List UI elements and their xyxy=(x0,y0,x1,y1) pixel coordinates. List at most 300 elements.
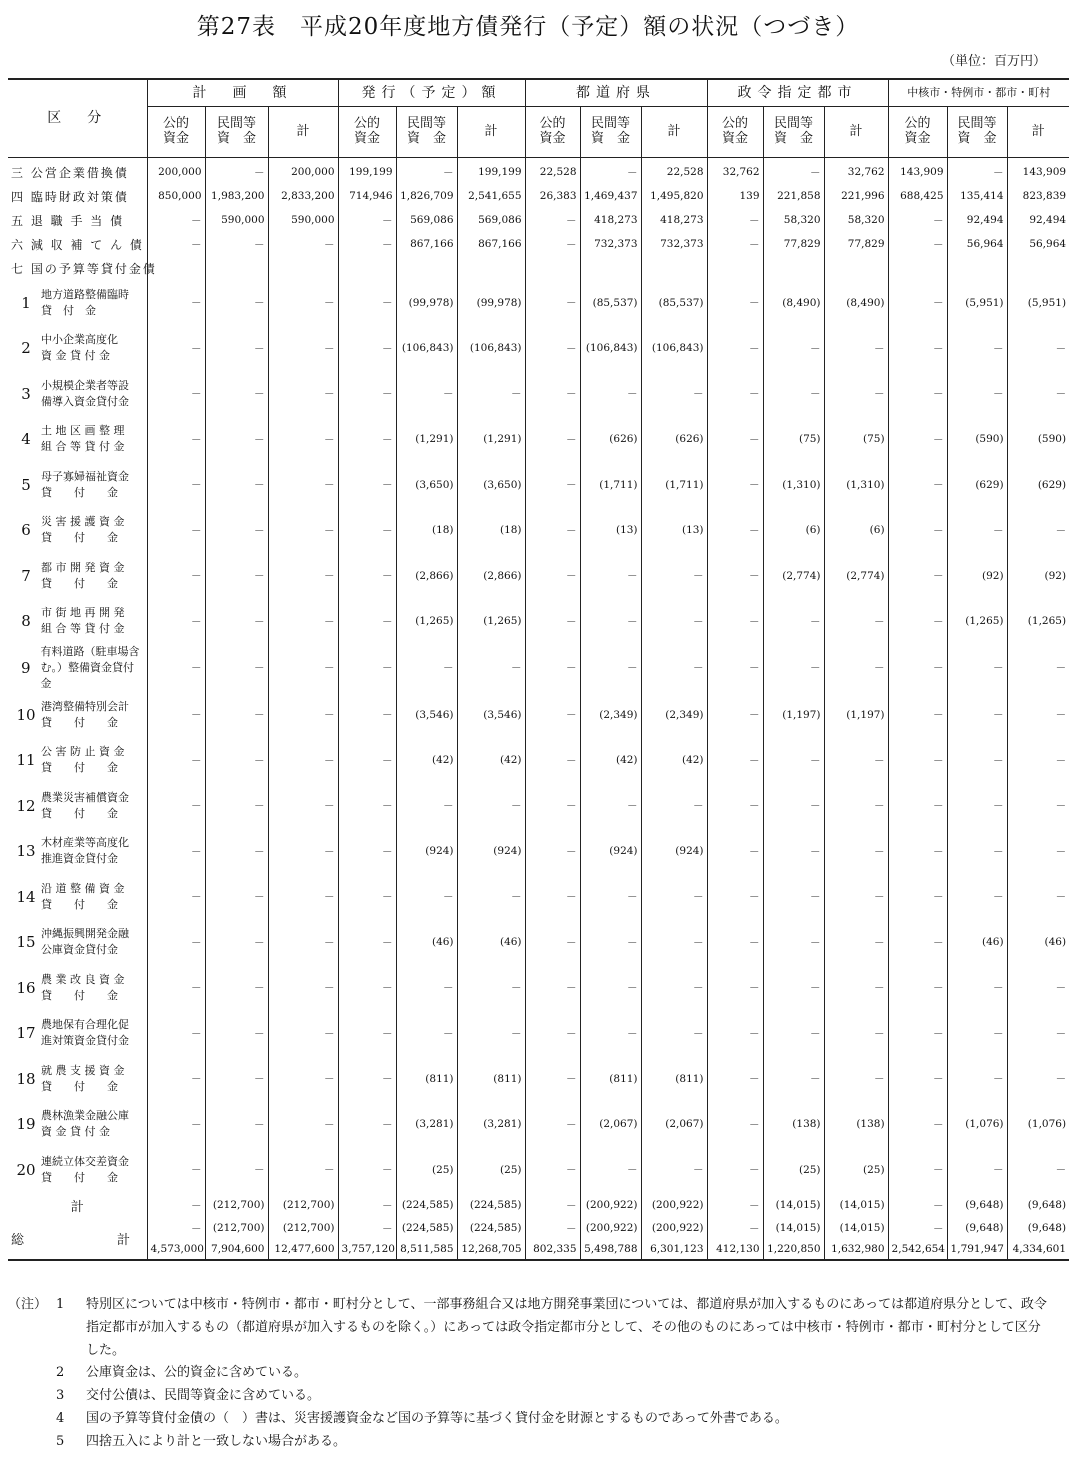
value-cell: 199,199 xyxy=(338,158,396,185)
value-cell: 5,498,788 xyxy=(580,1238,641,1260)
value-cell: (212,700) xyxy=(205,1192,268,1218)
value-cell xyxy=(457,256,525,280)
value-cell: 32,762 xyxy=(707,158,763,185)
row-name: 土 地 区 画 整 理 組 合 等 貸 付 金 xyxy=(41,424,125,454)
value-cell: － xyxy=(763,965,824,1011)
value-cell: － xyxy=(268,280,338,326)
value-cell: (1,291) xyxy=(396,417,457,463)
row-label xyxy=(8,1056,147,1102)
value-cell: － xyxy=(1007,737,1069,783)
value-cell: － xyxy=(268,783,338,829)
value-cell: － xyxy=(580,1010,641,1056)
row-number: 13 xyxy=(16,842,36,861)
value-cell: － xyxy=(268,737,338,783)
value-cell: － xyxy=(824,919,888,965)
value-cell: － xyxy=(147,874,205,920)
row-number: 14 xyxy=(16,887,36,906)
table-row xyxy=(8,508,1069,554)
value-cell: (200,922) xyxy=(641,1192,707,1218)
value-cell: － xyxy=(707,828,763,874)
value-cell: (1,076) xyxy=(947,1101,1007,1147)
value-cell: － xyxy=(641,1010,707,1056)
value-cell: － xyxy=(396,965,457,1011)
value-cell: 1,791,947 xyxy=(947,1238,1007,1260)
value-cell: － xyxy=(888,1010,947,1056)
value-cell: － xyxy=(205,462,268,508)
row-label xyxy=(8,371,147,417)
value-cell xyxy=(580,256,641,280)
value-cell: － xyxy=(824,874,888,920)
value-cell: － xyxy=(888,208,947,232)
note-text: 国の予算等貸付金債の（ ）書は、災害援護資金など国の予算等に基づく貸付金を財源とするものであって外書である。 xyxy=(86,1410,788,1426)
value-cell: － xyxy=(268,828,338,874)
row-number: 10 xyxy=(16,705,36,724)
value-cell: － xyxy=(525,371,580,417)
value-cell: 714,946 xyxy=(338,184,396,208)
row-name: 災 害 援 護 資 金 貸 付 金 xyxy=(41,515,125,545)
value-cell: 1,495,820 xyxy=(641,184,707,208)
value-cell: － xyxy=(1007,828,1069,874)
value-cell: (106,843) xyxy=(641,326,707,372)
value-cell: (9,648) xyxy=(1007,1192,1069,1218)
value-cell: － xyxy=(580,158,641,185)
value-cell: － xyxy=(205,828,268,874)
value-cell: 6,301,123 xyxy=(641,1238,707,1260)
value-cell: － xyxy=(824,644,888,692)
value-cell: 2,833,200 xyxy=(268,184,338,208)
value-cell: (42) xyxy=(396,737,457,783)
note-text: 交付公債は、民間等資金に含めている。 xyxy=(86,1388,321,1403)
value-cell: (3,650) xyxy=(396,462,457,508)
row-label xyxy=(8,874,147,920)
row-name: 有料道路（駐車場含 む。）整備資金貸付金 xyxy=(40,645,140,690)
table-row xyxy=(8,1147,1069,1193)
value-cell: (924) xyxy=(641,828,707,874)
value-cell: (811) xyxy=(396,1056,457,1102)
value-cell: (106,843) xyxy=(580,326,641,372)
notes-indent xyxy=(8,1408,56,1431)
value-cell: 4,334,601 xyxy=(1007,1238,1069,1260)
value-cell: － xyxy=(268,599,338,645)
value-cell: (2,866) xyxy=(457,553,525,599)
value-cell: 569,086 xyxy=(396,208,457,232)
value-cell: (924) xyxy=(457,828,525,874)
row-label xyxy=(8,644,147,692)
value-cell: － xyxy=(205,692,268,738)
value-cell: － xyxy=(525,644,580,692)
table-row xyxy=(8,1101,1069,1147)
value-cell: (9,648) xyxy=(947,1218,1007,1238)
value-cell: － xyxy=(1007,874,1069,920)
value-cell: (1,265) xyxy=(396,599,457,645)
value-cell: － xyxy=(268,644,338,692)
note-text: 特別区については中核市・特例市・都市・町村分として、一部事務組合又は地方開発事業団については、都道府県が加入するものにあっては都道府県分として、政令指定都市が加入するもの（都道府県が加入するものを除く。）にあっては政令指定都市分として、その他のものにあっては中核市・特例市・都市・町村分として区分した。 xyxy=(86,1297,1047,1358)
value-cell: － xyxy=(338,1010,396,1056)
value-cell: － xyxy=(707,692,763,738)
value-cell: － xyxy=(824,1056,888,1102)
value-cell: － xyxy=(525,965,580,1011)
value-cell: － xyxy=(147,232,205,256)
value-cell: － xyxy=(707,553,763,599)
row-number: 17 xyxy=(16,1024,36,1043)
private-funds-header: 民間等 資 金 xyxy=(205,107,268,158)
public-funds-header: 公的 資金 xyxy=(147,107,205,158)
value-cell: － xyxy=(888,1218,947,1238)
value-cell: 1,632,980 xyxy=(824,1238,888,1260)
value-cell: 1,469,437 xyxy=(580,184,641,208)
total-header: 計 xyxy=(641,107,707,158)
total-header: 計 xyxy=(824,107,888,158)
value-cell: － xyxy=(763,1056,824,1102)
value-cell: 850,000 xyxy=(147,184,205,208)
table-row xyxy=(8,828,1069,874)
value-cell: － xyxy=(641,783,707,829)
value-cell xyxy=(268,256,338,280)
value-cell: － xyxy=(338,280,396,326)
value-cell: (3,281) xyxy=(396,1101,457,1147)
row-name: 農地保有合理化促 進対策資金貸付金 xyxy=(41,1018,129,1048)
value-cell: － xyxy=(1007,783,1069,829)
value-cell: (212,700) xyxy=(268,1218,338,1238)
note-text: 四捨五入により計と一致しない場合がある。 xyxy=(86,1433,347,1449)
value-cell: － xyxy=(205,644,268,692)
table-row xyxy=(8,462,1069,508)
value-cell: － xyxy=(888,232,947,256)
row-number: 3 xyxy=(21,384,31,403)
value-cell: 56,964 xyxy=(947,232,1007,256)
value-cell: － xyxy=(338,417,396,463)
row-label xyxy=(8,462,147,508)
value-cell: (1,310) xyxy=(763,462,824,508)
value-cell: － xyxy=(205,737,268,783)
value-cell: － xyxy=(396,371,457,417)
value-cell: － xyxy=(947,508,1007,554)
value-cell: － xyxy=(525,1056,580,1102)
value-cell: － xyxy=(763,828,824,874)
value-cell: － xyxy=(457,874,525,920)
value-cell: － xyxy=(457,783,525,829)
value-cell: － xyxy=(147,965,205,1011)
note-number: 2 xyxy=(56,1365,65,1381)
value-cell: － xyxy=(338,371,396,417)
value-cell: － xyxy=(268,371,338,417)
value-cell: (3,650) xyxy=(457,462,525,508)
value-cell: (1,265) xyxy=(457,599,525,645)
value-cell: － xyxy=(396,644,457,692)
value-cell: － xyxy=(707,1101,763,1147)
value-cell: － xyxy=(1007,1147,1069,1193)
note-text: 公庫資金は、公的資金に含めている。 xyxy=(86,1365,308,1381)
kubun-header: 区 分 xyxy=(8,79,147,158)
value-cell: － xyxy=(888,874,947,920)
table-row xyxy=(8,783,1069,829)
value-cell: 22,528 xyxy=(641,158,707,185)
value-cell: － xyxy=(205,599,268,645)
value-cell: － xyxy=(338,553,396,599)
value-cell: － xyxy=(525,417,580,463)
value-cell: － xyxy=(457,371,525,417)
value-cell: － xyxy=(763,1010,824,1056)
value-cell: － xyxy=(525,553,580,599)
value-cell xyxy=(947,256,1007,280)
value-cell: － xyxy=(824,783,888,829)
value-cell: － xyxy=(205,1147,268,1193)
value-cell: (3,546) xyxy=(457,692,525,738)
value-cell: 7,904,600 xyxy=(205,1238,268,1260)
value-cell: (2,349) xyxy=(641,692,707,738)
value-cell: － xyxy=(338,1192,396,1218)
value-cell: － xyxy=(888,965,947,1011)
public-funds-header: 公的 資金 xyxy=(707,107,763,158)
value-cell: (106,843) xyxy=(457,326,525,372)
value-cell: － xyxy=(1007,508,1069,554)
value-cell: 77,829 xyxy=(763,232,824,256)
value-cell: (75) xyxy=(763,417,824,463)
row-label: 五 退 職 手 当 債 xyxy=(11,213,125,228)
value-cell: － xyxy=(396,783,457,829)
row-label xyxy=(8,417,147,463)
value-cell: － xyxy=(1007,692,1069,738)
row-name: 港湾整備特別会計 貸 付 金 xyxy=(41,699,129,729)
value-cell: － xyxy=(763,783,824,829)
value-cell: 1,983,200 xyxy=(205,184,268,208)
value-cell: (1,197) xyxy=(763,692,824,738)
group-header-issued: 発行（予定）額 xyxy=(338,79,525,107)
value-cell: 12,477,600 xyxy=(268,1238,338,1260)
table-row xyxy=(8,184,1069,208)
notes-indent xyxy=(8,1431,56,1454)
value-cell: － xyxy=(147,828,205,874)
value-cell: － xyxy=(525,232,580,256)
row-number: 19 xyxy=(16,1115,36,1134)
value-cell: － xyxy=(147,1147,205,1193)
value-cell: (1,197) xyxy=(824,692,888,738)
row-name: 地方道路整備臨時 貸 付 金 xyxy=(41,287,129,317)
note-item xyxy=(8,1431,1048,1454)
value-cell: 418,273 xyxy=(580,208,641,232)
row-name: 農業災害補償資金 貸 付 金 xyxy=(41,790,129,820)
value-cell: － xyxy=(580,644,641,692)
value-cell: － xyxy=(525,692,580,738)
value-cell: (224,585) xyxy=(457,1218,525,1238)
value-cell: － xyxy=(457,965,525,1011)
value-cell: (811) xyxy=(641,1056,707,1102)
value-cell: － xyxy=(205,371,268,417)
value-cell: － xyxy=(205,326,268,372)
table-row xyxy=(8,371,1069,417)
value-cell: － xyxy=(268,965,338,1011)
value-cell: 58,320 xyxy=(763,208,824,232)
value-cell: － xyxy=(268,553,338,599)
value-cell: － xyxy=(824,1010,888,1056)
grand-total-label: 総 計 xyxy=(11,1233,171,1249)
value-cell: － xyxy=(525,1218,580,1238)
value-cell: (811) xyxy=(580,1056,641,1102)
value-cell: － xyxy=(580,371,641,417)
value-cell: － xyxy=(525,1147,580,1193)
value-cell: (75) xyxy=(824,417,888,463)
value-cell: － xyxy=(707,417,763,463)
value-cell: (14,015) xyxy=(763,1218,824,1238)
value-cell: － xyxy=(338,1218,396,1238)
row-number: 16 xyxy=(16,978,36,997)
value-cell: － xyxy=(707,737,763,783)
note-number: 3 xyxy=(56,1388,65,1403)
notes-indent xyxy=(8,1385,56,1408)
private-funds-header: 民間等 資 金 xyxy=(947,107,1007,158)
value-cell: － xyxy=(205,417,268,463)
value-cell: (42) xyxy=(457,737,525,783)
value-cell: － xyxy=(641,1147,707,1193)
value-cell: － xyxy=(707,599,763,645)
value-cell: － xyxy=(205,280,268,326)
value-cell: － xyxy=(641,371,707,417)
value-cell: － xyxy=(707,371,763,417)
value-cell: － xyxy=(396,874,457,920)
value-cell: － xyxy=(641,965,707,1011)
value-cell: － xyxy=(338,737,396,783)
table-row xyxy=(8,553,1069,599)
value-cell: (106,843) xyxy=(396,326,457,372)
value-cell: (2,774) xyxy=(763,553,824,599)
value-cell: (14,015) xyxy=(763,1192,824,1218)
private-funds-header: 民間等 資 金 xyxy=(580,107,641,158)
value-cell: － xyxy=(763,158,824,185)
table-row xyxy=(8,208,1069,232)
value-cell: 823,839 xyxy=(1007,184,1069,208)
value-cell xyxy=(824,256,888,280)
value-cell: 221,996 xyxy=(824,184,888,208)
value-cell: (14,015) xyxy=(824,1218,888,1238)
value-cell: － xyxy=(457,644,525,692)
value-cell: － xyxy=(338,462,396,508)
value-cell: － xyxy=(525,326,580,372)
value-cell: 732,373 xyxy=(580,232,641,256)
value-cell: (6) xyxy=(763,508,824,554)
value-cell: － xyxy=(1007,644,1069,692)
value-cell: － xyxy=(824,737,888,783)
row-label xyxy=(8,692,147,738)
value-cell: 2,542,654 xyxy=(888,1238,947,1260)
value-cell: 8,511,585 xyxy=(396,1238,457,1260)
note-number: 5 xyxy=(56,1433,65,1449)
value-cell: － xyxy=(147,644,205,692)
value-cell: － xyxy=(205,965,268,1011)
row-number: 20 xyxy=(16,1160,36,1179)
value-cell: － xyxy=(338,783,396,829)
value-cell: (2,866) xyxy=(396,553,457,599)
value-cell: － xyxy=(147,599,205,645)
value-cell: － xyxy=(641,599,707,645)
value-cell: － xyxy=(888,1101,947,1147)
group-header-prefecture: 都道府県 xyxy=(525,79,707,107)
value-cell: － xyxy=(338,692,396,738)
row-number: 7 xyxy=(21,566,31,585)
value-cell: (46) xyxy=(947,919,1007,965)
row-number: 9 xyxy=(21,658,31,677)
row-name: 農林漁業金融公庫 資 金 貸 付 金 xyxy=(41,1109,129,1139)
value-cell: (2,774) xyxy=(824,553,888,599)
total-header: 計 xyxy=(268,107,338,158)
value-cell: － xyxy=(147,1101,205,1147)
unit-label: （単位：百万円） xyxy=(941,54,1046,69)
notes-section xyxy=(8,1294,1048,1453)
value-cell: － xyxy=(147,919,205,965)
value-cell: － xyxy=(338,208,396,232)
value-cell: － xyxy=(888,1147,947,1193)
value-cell: － xyxy=(707,783,763,829)
value-cell: － xyxy=(457,1010,525,1056)
row-label xyxy=(8,737,147,783)
page-title: 第27表 平成20年度地方債発行（予定）額の状況（つづき） xyxy=(196,14,860,40)
value-cell: (2,067) xyxy=(580,1101,641,1147)
row-label xyxy=(8,828,147,874)
value-cell: － xyxy=(707,326,763,372)
value-cell: (25) xyxy=(824,1147,888,1193)
value-cell: － xyxy=(824,965,888,1011)
value-cell: － xyxy=(947,783,1007,829)
value-cell: － xyxy=(338,232,396,256)
value-cell: － xyxy=(580,965,641,1011)
note-item xyxy=(8,1294,1048,1362)
value-cell: 867,166 xyxy=(457,232,525,256)
value-cell: － xyxy=(707,462,763,508)
value-cell: － xyxy=(888,553,947,599)
row-label xyxy=(8,1101,147,1147)
value-cell: 569,086 xyxy=(457,208,525,232)
value-cell: (18) xyxy=(457,508,525,554)
value-cell: (85,537) xyxy=(580,280,641,326)
value-cell: － xyxy=(525,828,580,874)
row-name: 就 農 支 援 資 金 貸 付 金 xyxy=(41,1063,125,1093)
value-cell: － xyxy=(147,1192,205,1218)
value-cell xyxy=(1007,256,1069,280)
value-cell: (1,711) xyxy=(641,462,707,508)
row-number: 18 xyxy=(16,1069,36,1088)
value-cell: 412,130 xyxy=(707,1238,763,1260)
value-cell: － xyxy=(707,1218,763,1238)
value-cell: (200,922) xyxy=(580,1192,641,1218)
value-cell: (1,711) xyxy=(580,462,641,508)
value-cell xyxy=(525,256,580,280)
value-cell: － xyxy=(707,1192,763,1218)
value-cell: (8,490) xyxy=(763,280,824,326)
value-cell: － xyxy=(824,371,888,417)
value-cell: － xyxy=(147,208,205,232)
value-cell: － xyxy=(641,553,707,599)
notes-head: （注） xyxy=(8,1297,48,1312)
row-label xyxy=(8,1147,147,1193)
value-cell: (212,700) xyxy=(268,1192,338,1218)
value-cell: － xyxy=(525,508,580,554)
value-cell: (46) xyxy=(396,919,457,965)
value-cell: 1,220,850 xyxy=(763,1238,824,1260)
value-cell: － xyxy=(947,326,1007,372)
value-cell: － xyxy=(580,874,641,920)
value-cell: － xyxy=(268,1010,338,1056)
value-cell: － xyxy=(824,828,888,874)
value-cell: － xyxy=(707,965,763,1011)
row-name: 小規模企業者等設 備導入資金貸付金 xyxy=(41,378,129,408)
value-cell: (1,310) xyxy=(824,462,888,508)
value-cell: (5,951) xyxy=(1007,280,1069,326)
row-number: 6 xyxy=(21,521,31,540)
value-cell: (629) xyxy=(947,462,1007,508)
row-label xyxy=(8,783,147,829)
value-cell: － xyxy=(888,644,947,692)
row-number: 1 xyxy=(21,293,31,312)
value-cell: － xyxy=(1007,1010,1069,1056)
